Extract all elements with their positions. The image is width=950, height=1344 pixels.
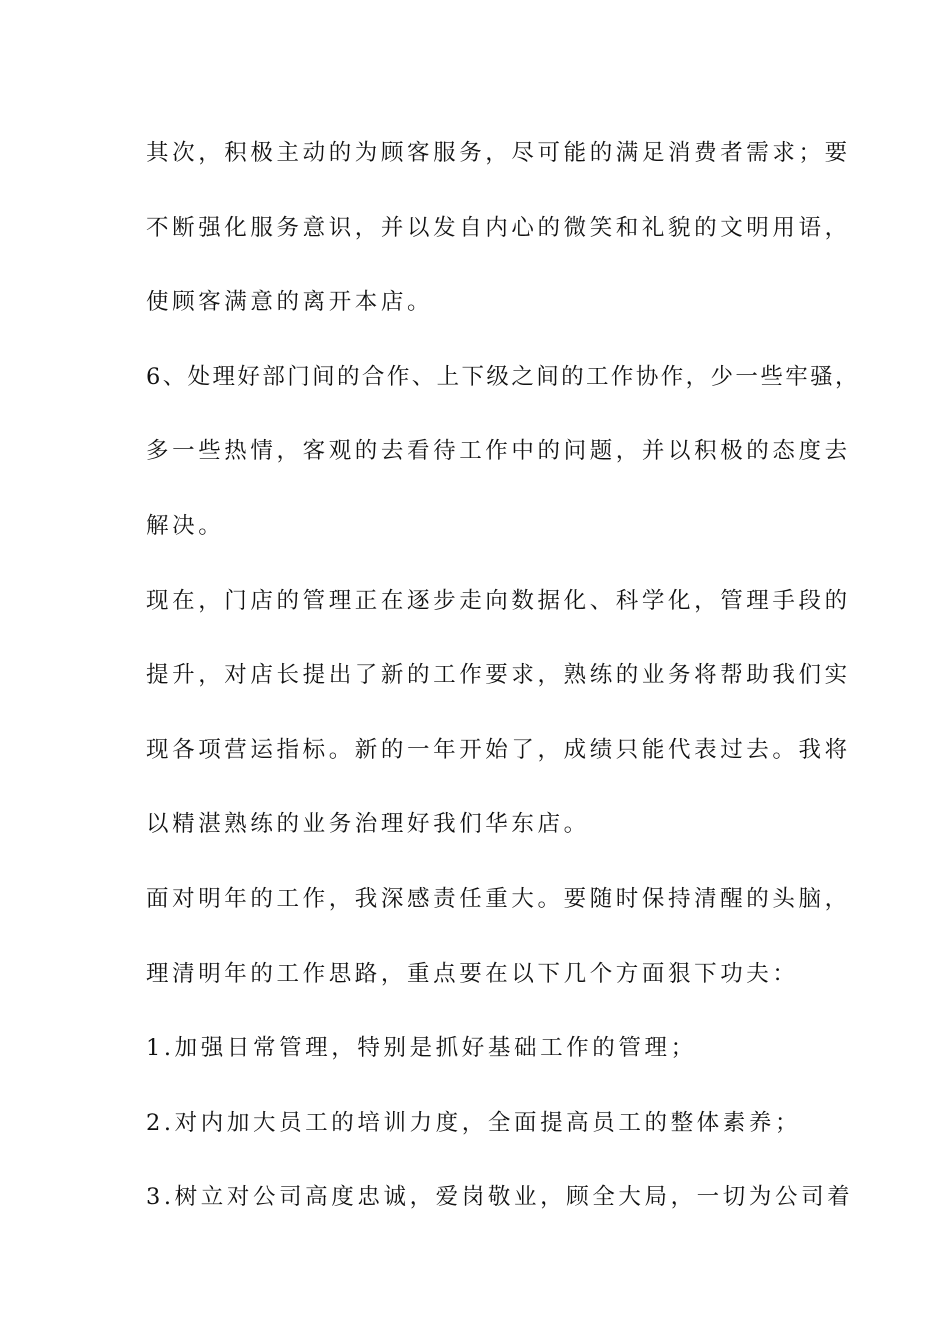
text-line: 6、处理好部门间的合作、上下级之间的工作协作，少一些牢骚， — [146, 363, 860, 390]
text-line: 现各项营运指标。新的一年开始了，成绩只能代表过去。我将 — [146, 736, 851, 763]
body-text — [146, 128, 860, 1247]
text-line: 提升，对店长提出了新的工作要求，熟练的业务将帮助我们实 — [146, 662, 851, 689]
text-line: 2.对内加大员工的培训力度，全面提高员工的整体素养； — [146, 1109, 802, 1136]
text-line: 其次，积极主动的为顾客服务，尽可能的满足消费者需求；要 — [146, 140, 851, 166]
text-line: 现在，门店的管理正在逐步走向数据化、科学化，管理手段的 — [146, 587, 851, 614]
text-line: 1.加强日常管理，特别是抓好基础工作的管理； — [146, 1035, 697, 1062]
text-line: 解决。 — [146, 512, 225, 539]
text-line: 使顾客满意的离开本店。 — [146, 289, 434, 316]
text-line: 面对明年的工作，我深感责任重大。要随时保持清醒的头脑， — [146, 885, 851, 912]
text-line: 多一些热情，客观的去看待工作中的问题，并以积极的态度去 — [146, 438, 851, 465]
text-line: 不断强化服务意识，并以发自内心的微笑和礼貌的文明用语， — [146, 214, 851, 241]
text-line: 3.树立对公司高度忠诚，爱岗敬业，顾全大局，一切为公司着 — [146, 1184, 854, 1211]
text-line: 理清明年的工作思路，重点要在以下几个方面狠下功夫： — [146, 960, 799, 987]
text-line: 以精湛熟练的业务治理好我们华东店。 — [146, 811, 590, 838]
